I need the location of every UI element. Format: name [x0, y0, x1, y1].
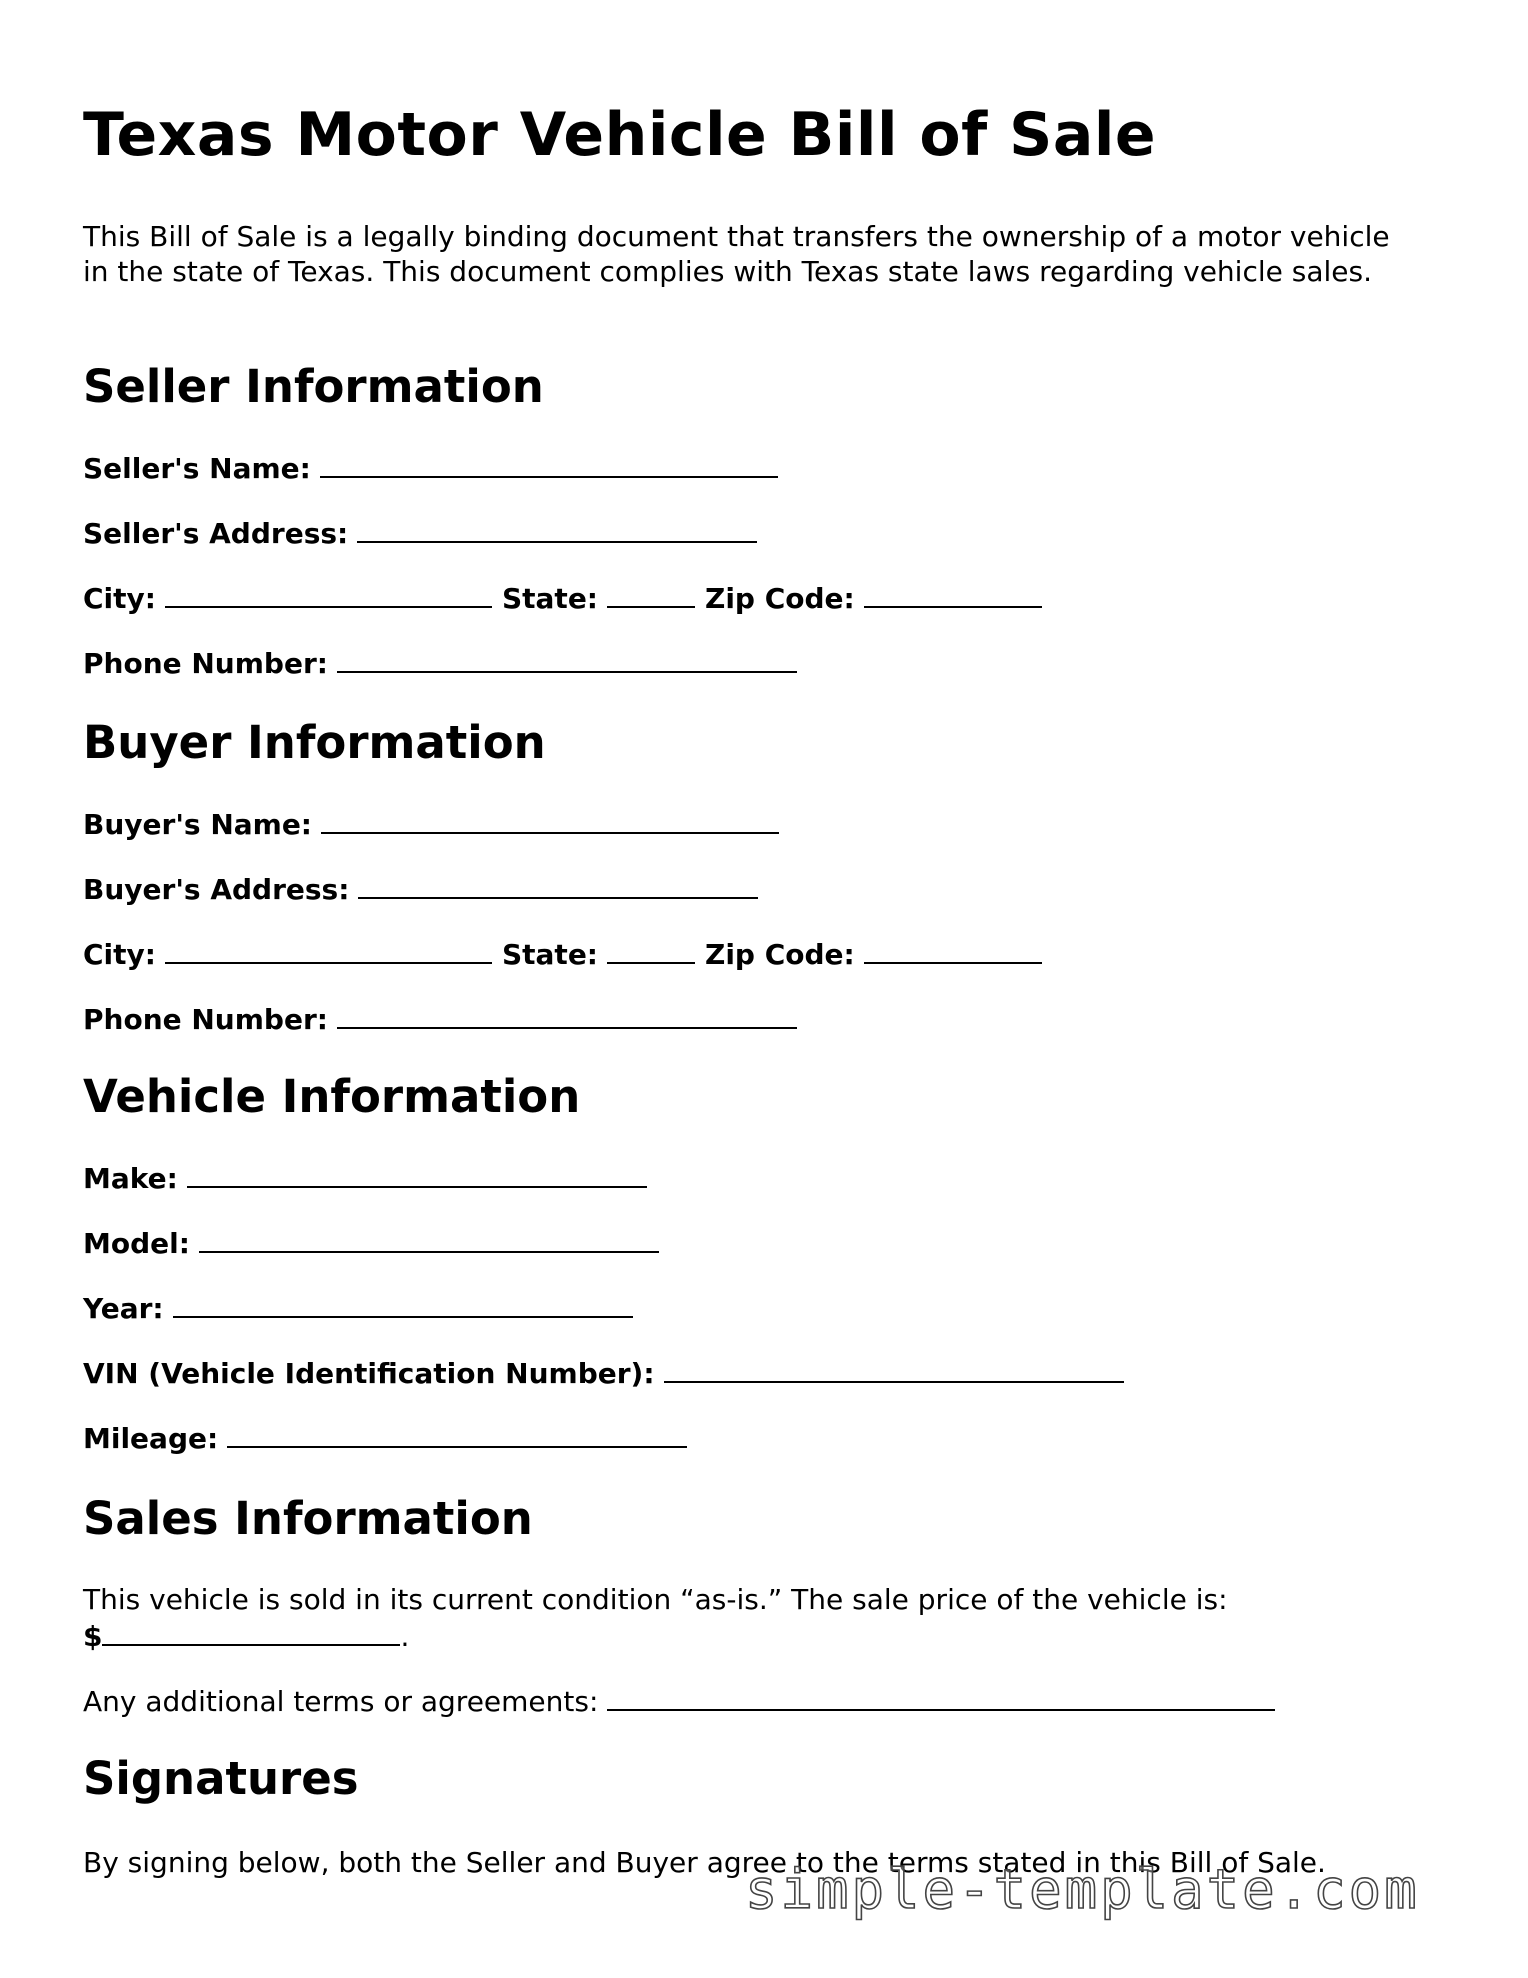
buyer-phone-label: Phone Number:: [83, 1003, 328, 1036]
seller-name-line[interactable]: [320, 450, 778, 478]
buyer-phone-line[interactable]: [337, 1001, 797, 1029]
buyer-city-label: City:: [83, 938, 156, 971]
vehicle-model-field[interactable]: [83, 1225, 659, 1261]
seller-name-field[interactable]: [83, 450, 778, 486]
seller-state-line[interactable]: [607, 580, 695, 608]
vehicle-heading: Vehicle Information: [83, 1070, 581, 1123]
seller-phone-line[interactable]: [337, 645, 797, 673]
vehicle-year-field[interactable]: [83, 1290, 633, 1326]
vehicle-make-label: Make:: [83, 1162, 178, 1195]
buyer-address-label: Buyer's Address:: [83, 873, 350, 906]
sales-currency: $: [83, 1620, 103, 1653]
document-title: Texas Motor Vehicle Bill of Sale: [83, 100, 1157, 170]
buyer-phone-field[interactable]: [83, 1001, 797, 1037]
vehicle-mileage-line[interactable]: [227, 1420, 687, 1448]
seller-phone-field[interactable]: [83, 645, 797, 681]
buyer-state-line[interactable]: [607, 936, 695, 964]
vehicle-vin-line[interactable]: [664, 1355, 1124, 1383]
sales-price-text: This vehicle is sold in its current condition “as-is.” The sale price of the vehicle is:: [83, 1583, 1228, 1616]
signatures-heading: Signatures: [83, 1752, 359, 1805]
vehicle-year-label: Year:: [83, 1292, 164, 1325]
seller-heading: Seller Information: [83, 360, 544, 413]
sales-terms-paragraph[interactable]: [83, 1683, 1403, 1720]
sales-price-paragraph: [83, 1582, 1403, 1655]
buyer-name-field[interactable]: [83, 806, 779, 842]
buyer-state-label: State:: [501, 938, 599, 971]
seller-city-state-zip-field[interactable]: [83, 580, 1042, 616]
sales-terms-line[interactable]: [607, 1683, 1275, 1711]
buyer-name-line[interactable]: [321, 806, 779, 834]
seller-state-label: State:: [501, 582, 599, 615]
signatures-paragraph: By signing below, both the Seller and Buyer agree to the terms stated in this Bill of Sale.: [83, 1846, 1326, 1879]
seller-city-label: City:: [83, 582, 156, 615]
sales-price-end: .: [400, 1620, 410, 1653]
buyer-zip-line[interactable]: [864, 936, 1042, 964]
vehicle-mileage-label: Mileage:: [83, 1422, 219, 1455]
vehicle-model-label: Model:: [83, 1227, 190, 1260]
seller-phone-label: Phone Number:: [83, 647, 328, 680]
sales-heading: Sales Information: [83, 1492, 533, 1545]
buyer-city-state-zip-field[interactable]: [83, 936, 1042, 972]
buyer-address-field[interactable]: [83, 871, 758, 907]
intro-paragraph: This Bill of Sale is a legally binding document that transfers the ownership of a motor vehicle in the state of Texas. This document complies with Texas state laws regarding vehicle sales.: [83, 220, 1390, 288]
buyer-city-line[interactable]: [165, 936, 492, 964]
buyer-address-line[interactable]: [358, 871, 758, 899]
vehicle-model-line[interactable]: [199, 1225, 659, 1253]
seller-city-line[interactable]: [165, 580, 492, 608]
seller-address-line[interactable]: [357, 515, 757, 543]
vehicle-make-line[interactable]: [187, 1160, 647, 1188]
seller-name-label: Seller's Name:: [83, 452, 311, 485]
vehicle-vin-label: VIN (Vehicle Identification Number):: [83, 1357, 655, 1390]
watermark-text: simple-template.com: [745, 1858, 1420, 1921]
sales-price-line[interactable]: [102, 1618, 400, 1646]
vehicle-vin-field[interactable]: [83, 1355, 1124, 1391]
seller-address-label: Seller's Address:: [83, 517, 349, 550]
seller-zip-line[interactable]: [864, 580, 1042, 608]
buyer-zip-label: Zip Code:: [705, 938, 855, 971]
sales-terms-label: Any additional terms or agreements:: [83, 1685, 599, 1718]
vehicle-mileage-field[interactable]: [83, 1420, 687, 1456]
vehicle-year-line[interactable]: [173, 1290, 633, 1318]
buyer-heading: Buyer Information: [83, 716, 546, 769]
seller-address-field[interactable]: [83, 515, 757, 551]
buyer-name-label: Buyer's Name:: [83, 808, 313, 841]
vehicle-make-field[interactable]: [83, 1160, 647, 1196]
seller-zip-label: Zip Code:: [705, 582, 855, 615]
